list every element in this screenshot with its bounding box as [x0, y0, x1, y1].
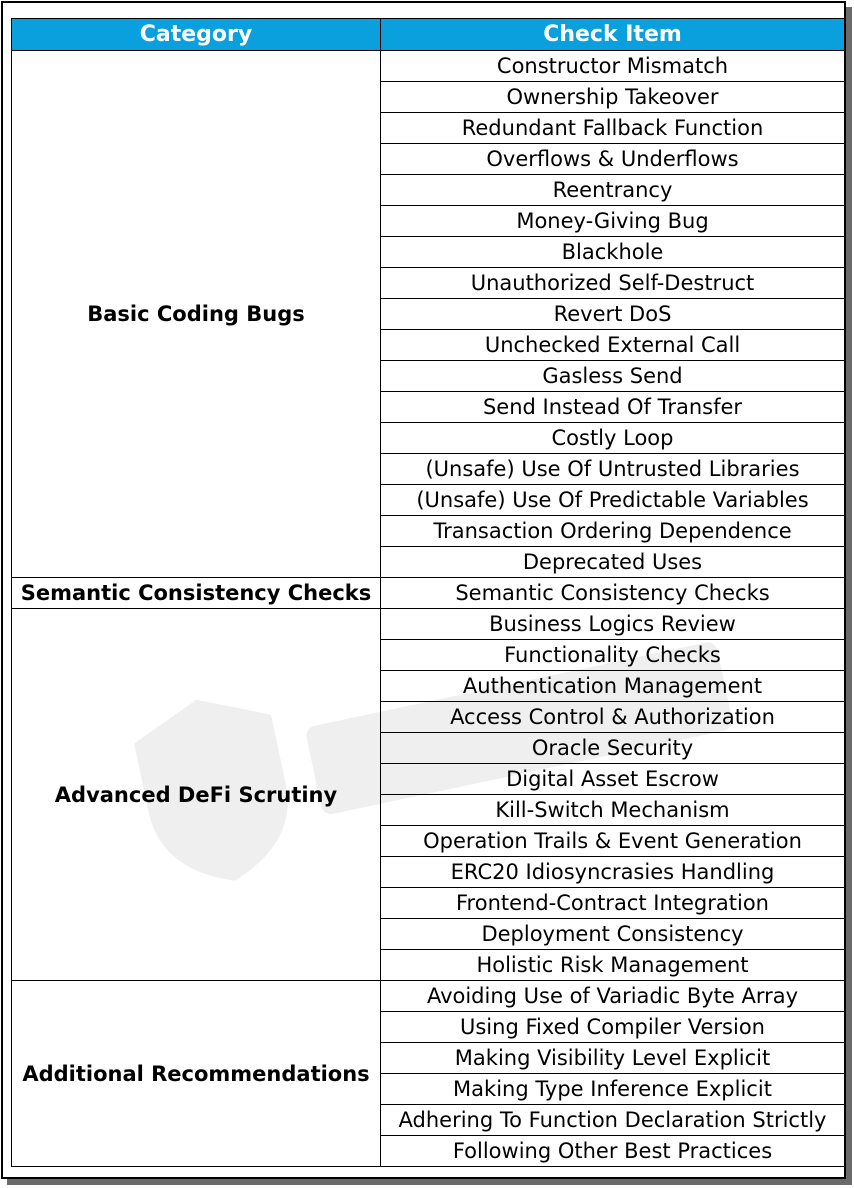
check-item-cell: Unchecked External Call — [381, 330, 845, 361]
check-item-cell: Oracle Security — [381, 733, 845, 764]
table-row — [12, 609, 845, 640]
check-item-cell: (Unsafe) Use Of Predictable Variables — [381, 485, 845, 516]
check-item-cell: Transaction Ordering Dependence — [381, 516, 845, 547]
check-item-cell: Avoiding Use of Variadic Byte Array — [381, 981, 845, 1012]
check-item-cell: ERC20 Idiosyncrasies Handling — [381, 857, 845, 888]
check-item-cell: Redundant Fallback Function — [381, 113, 845, 144]
check-item-cell: Making Visibility Level Explicit — [381, 1043, 845, 1074]
table-row — [12, 51, 845, 82]
check-item-header: Check Item — [381, 19, 845, 51]
header-row — [12, 19, 845, 51]
category-cell: Semantic Consistency Checks — [12, 578, 381, 609]
check-item-cell: Revert DoS — [381, 299, 845, 330]
table-row — [12, 981, 845, 1012]
check-item-cell: Deployment Consistency — [381, 919, 845, 950]
category-header: Category — [12, 19, 381, 51]
check-item-cell: Constructor Mismatch — [381, 51, 845, 82]
check-item-cell: Frontend-Contract Integration — [381, 888, 845, 919]
check-item-cell: Ownership Takeover — [381, 82, 845, 113]
category-cell: Advanced DeFi Scrutiny — [12, 609, 381, 981]
check-item-cell: Operation Trails & Event Generation — [381, 826, 845, 857]
check-item-cell: Holistic Risk Management — [381, 950, 845, 981]
table-row — [12, 578, 845, 609]
check-item-cell: Unauthorized Self-Destruct — [381, 268, 845, 299]
table-body — [12, 51, 845, 1167]
check-item-cell: Authentication Management — [381, 671, 845, 702]
category-cell: Additional Recommendations — [12, 981, 381, 1167]
check-item-cell: Semantic Consistency Checks — [381, 578, 845, 609]
check-item-cell: Reentrancy — [381, 175, 845, 206]
check-item-cell: Following Other Best Practices — [381, 1136, 845, 1167]
check-item-cell: Using Fixed Compiler Version — [381, 1012, 845, 1043]
check-item-cell: Send Instead Of Transfer — [381, 392, 845, 423]
check-item-cell: (Unsafe) Use Of Untrusted Libraries — [381, 454, 845, 485]
check-item-cell: Costly Loop — [381, 423, 845, 454]
check-item-cell: Money-Giving Bug — [381, 206, 845, 237]
check-item-cell: Gasless Send — [381, 361, 845, 392]
check-item-cell: Digital Asset Escrow — [381, 764, 845, 795]
security-checklist-table — [11, 18, 845, 1167]
check-item-cell: Blackhole — [381, 237, 845, 268]
check-item-cell: Making Type Inference Explicit — [381, 1074, 845, 1105]
check-item-cell: Business Logics Review — [381, 609, 845, 640]
check-item-cell: Adhering To Function Declaration Strictly — [381, 1105, 845, 1136]
category-cell: Basic Coding Bugs — [12, 51, 381, 578]
check-item-cell: Kill-Switch Mechanism — [381, 795, 845, 826]
check-item-cell: Access Control & Authorization — [381, 702, 845, 733]
check-item-cell: Overflows & Underflows — [381, 144, 845, 175]
check-item-cell: Functionality Checks — [381, 640, 845, 671]
check-item-cell: Deprecated Uses — [381, 547, 845, 578]
